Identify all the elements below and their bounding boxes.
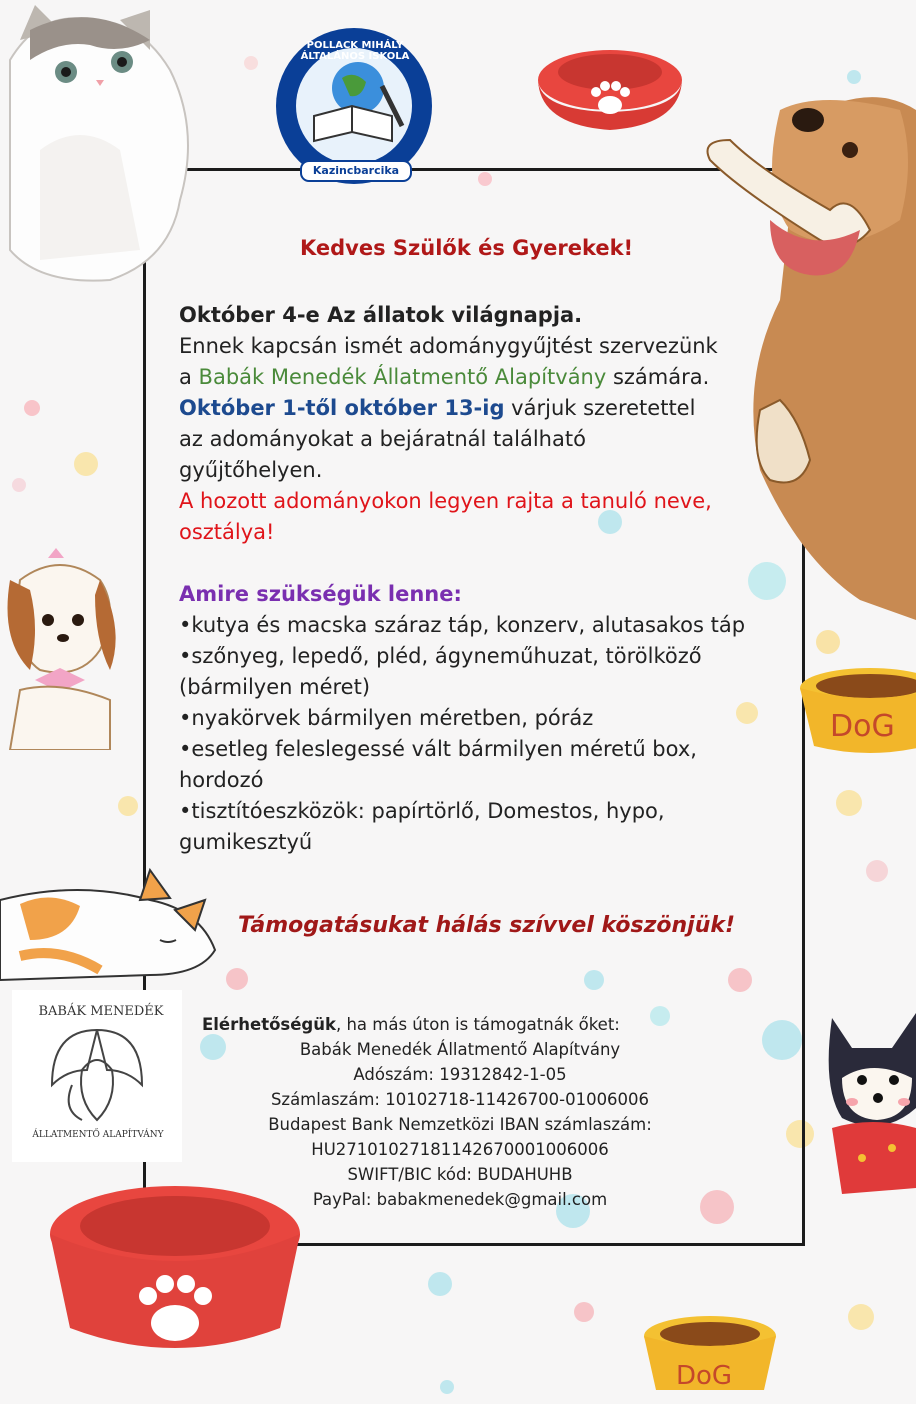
foundation-logo-top: BABÁK MENEDÉK — [38, 1004, 164, 1019]
school-logo — [262, 26, 446, 184]
contact-line: Babák Menedék Állatmentő Alapítvány — [299, 1040, 621, 1059]
kitten-illustration — [0, 0, 200, 285]
warning-line-1: A hozott adományokon legyen rajta a tanuló neve, — [179, 489, 712, 513]
announcement-body — [179, 300, 789, 858]
contact-line: SWIFT/BIC kód: BUDAHUHB — [347, 1165, 573, 1184]
sleeping-cat-illustration — [0, 860, 225, 985]
contact-line: PayPal: babakmenedek@gmail.com — [312, 1190, 608, 1209]
contact-heading: Elérhetőségük, ha más úton is támogatnák őket: — [202, 1015, 620, 1034]
foundation-logo — [12, 990, 182, 1162]
foundation-logo-bottom: ÁLLATMENTŐ ALAPÍTVÁNY — [32, 1130, 164, 1140]
puppy-illustration — [0, 540, 130, 750]
intro-line-6: gyűjtőhelyen. — [179, 458, 323, 482]
warning-line-2: osztálya! — [179, 520, 275, 544]
needs-item-5: •tisztítóeszközök: papírtörlő, Domestos, hypo, gumikesztyű — [179, 799, 665, 854]
needs-title: Amire szükségük lenne: — [179, 582, 462, 606]
collection-dates: Október 1-től október 13-ig — [179, 396, 505, 420]
contact-block — [200, 1012, 720, 1212]
dog-bowl-bottom-label: DoG — [676, 1361, 733, 1391]
contact-line: HU27101027181142670001006006 — [311, 1140, 609, 1159]
contact-line: Adószám: 19312842-1-05 — [353, 1065, 567, 1084]
dog-bowl-right — [790, 660, 916, 760]
dog-bowl-bottom — [640, 1310, 780, 1396]
foundation-name: Babák Menedék Állatmentő Alapítvány — [198, 365, 607, 389]
intro-line-4: Október 1-től október 13-ig várjuk szeretettel — [179, 396, 696, 420]
red-bowl-top — [530, 40, 690, 135]
thanks-line: Támogatásukat hálás szívvel köszönjük! — [238, 913, 736, 938]
contact-line: Számlaszám: 10102718-11426700-01006006 — [270, 1090, 650, 1109]
contact-line: Budapest Bank Nemzetközi IBAN számlaszám: — [268, 1115, 652, 1134]
needs-item-4: •esetleg feleslegessé vált bármilyen méretű box, hordozó — [179, 737, 697, 792]
intro-line-5: az adományokat a bejáratnál található — [179, 427, 586, 451]
needs-item-1: •kutya és macska száraz táp, konzerv, alutasakos táp — [179, 613, 746, 637]
greeting-heading: Kedves Szülők és Gyerekek! — [300, 236, 634, 260]
dog-bowl-label: DoG — [830, 709, 895, 744]
needs-item-3: •nyakörvek bármilyen méretben, póráz — [179, 706, 594, 730]
black-puppy-illustration — [822, 1008, 916, 1204]
school-city-badge: Kazincbarcika — [300, 160, 412, 182]
intro-line-3: a Babák Menedék Állatmentő Alapítvány számára. — [179, 365, 710, 389]
school-name: POLLACK MIHÁLY ÁLTALÁNOS ISKOLA — [300, 40, 410, 62]
needs-item-2: •szőnyeg, lepedő, pléd, ágyneműhuzat, törölköző (bármilyen méret) — [179, 644, 702, 699]
intro-line-1: Október 4-e Az állatok világnapja. — [179, 303, 583, 327]
intro-line-2: Ennek kapcsán ismét adománygyűjtést szervezünk — [179, 334, 718, 358]
